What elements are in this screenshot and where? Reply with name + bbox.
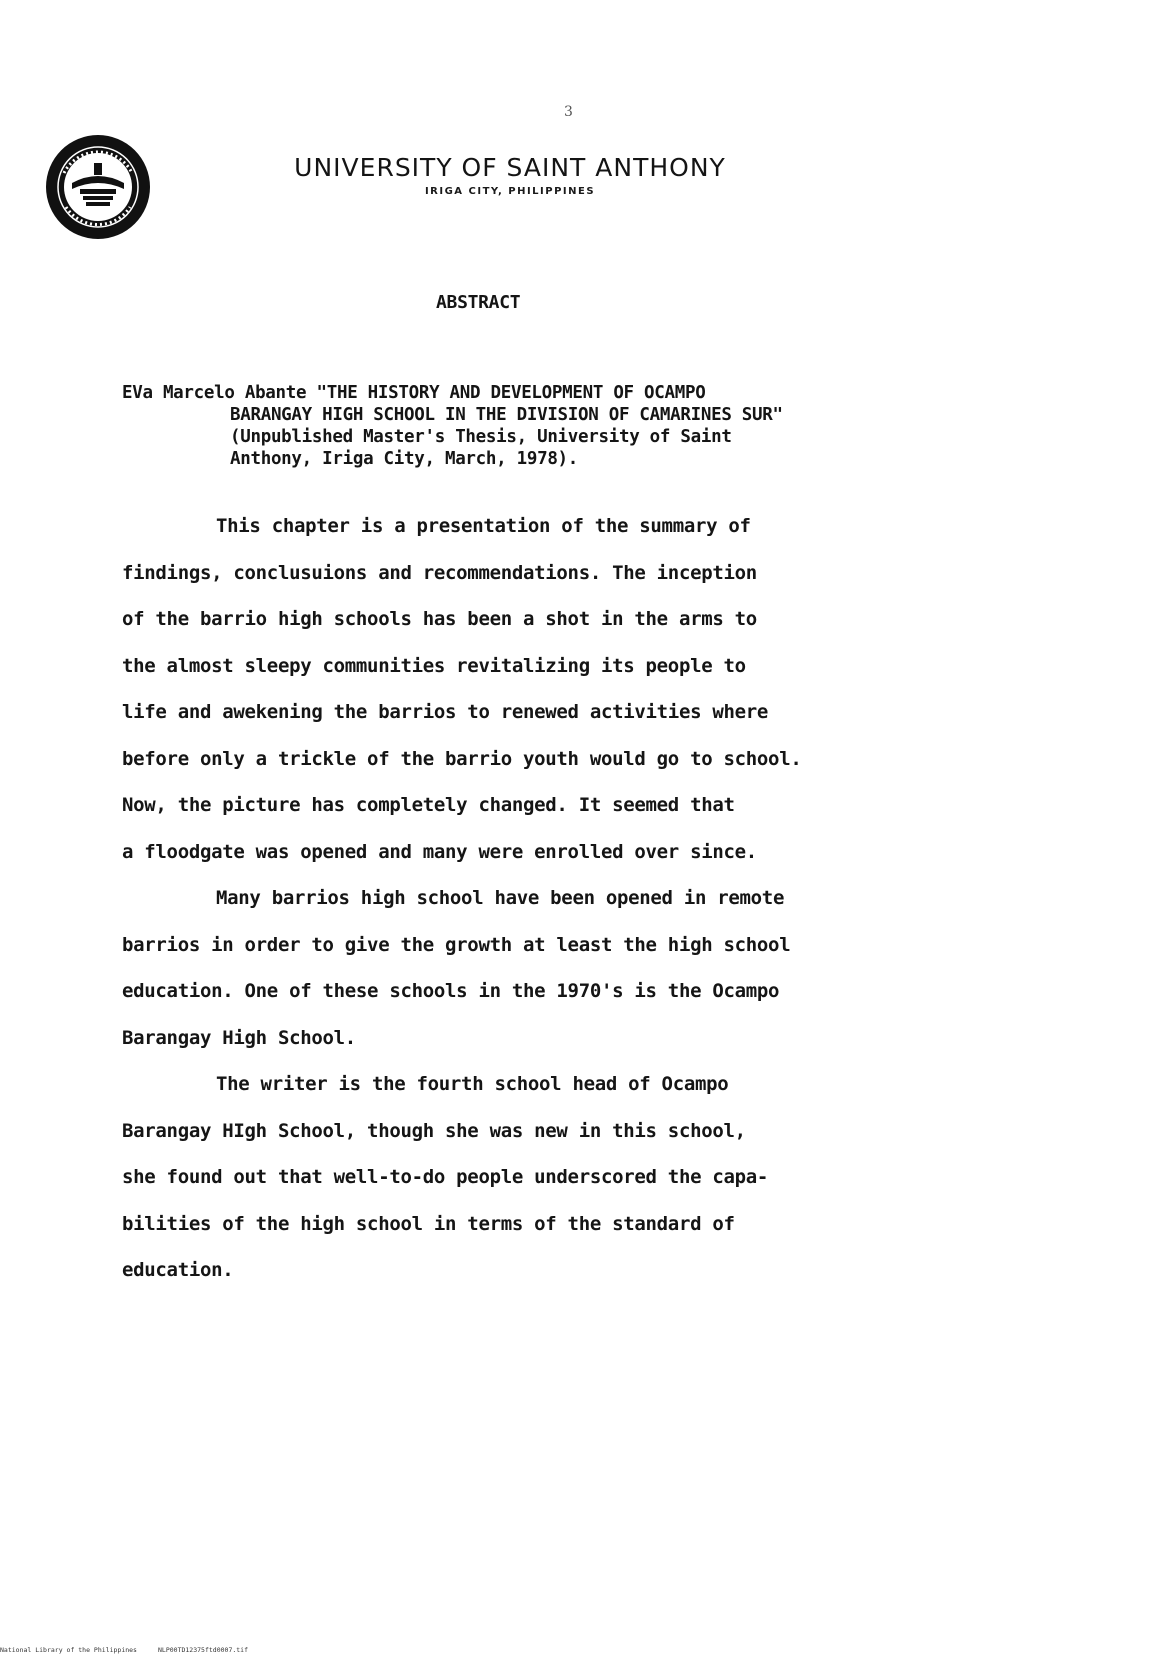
body-line: bilities of the high school in terms of the standard of <box>122 1212 735 1235</box>
page-mark: 3 <box>564 104 573 120</box>
body-line: Many barrios high school have been opened in remote <box>216 887 785 909</box>
body-line: Barangay HIgh School, though she was new in this school, <box>122 1119 746 1142</box>
abstract-heading: ABSTRACT <box>436 292 521 313</box>
body-line: This chapter is a presentation of the summary of <box>216 515 751 537</box>
citation <box>122 382 952 470</box>
body-line: findings, conclusuions and recommendations. The inception <box>122 561 757 584</box>
university-seal-icon <box>44 133 152 241</box>
body-line: she found out that well-to-do people underscored the capa- <box>122 1166 769 1188</box>
university-city: IRIGA CITY, PHILIPPINES <box>424 186 596 197</box>
body-line: of the barrio high schools has been a shot in the arms to <box>122 608 757 630</box>
body-line: barrios in order to give the growth at least the high school <box>122 933 791 956</box>
body-line: the almost sleepy communities revitalizing its people to <box>122 654 746 677</box>
citation-line: Anthony, Iriga City, March, 1978). <box>230 449 579 469</box>
body-line: before only a trickle of the barrio youth would go to school. <box>122 747 802 770</box>
body-line: Now, the picture has completely changed. It seemed that <box>122 794 735 816</box>
citation-line: (Unpublished Master's Thesis, University of Saint <box>230 427 732 447</box>
body-line: education. One of these schools in the 1970's is the Ocampo <box>122 980 780 1002</box>
body-line: The writer is the fourth school head of Ocampo <box>216 1073 729 1095</box>
body-line: education. <box>122 1259 234 1281</box>
footer-source: National Library of the Philippines <box>0 1646 137 1654</box>
citation-line: EVa Marcelo Abante "THE HISTORY AND DEVELOPMENT OF OCAMPO <box>122 383 706 403</box>
citation-line: BARANGAY HIGH SCHOOL IN THE DIVISION OF CAMARINES SUR" <box>230 405 783 425</box>
letterhead <box>250 152 770 197</box>
body-line: Barangay High School. <box>122 1026 356 1049</box>
abstract-body <box>122 503 972 1294</box>
body-line: a floodgate was opened and many were enrolled over since. <box>122 840 757 863</box>
university-name: UNIVERSITY OF SAINT ANTHONY <box>294 153 726 182</box>
footer-file: NLP00TD12375ftd0007.tif <box>158 1646 249 1654</box>
body-line: life and awekening the barrios to renewed activities where <box>122 701 769 723</box>
